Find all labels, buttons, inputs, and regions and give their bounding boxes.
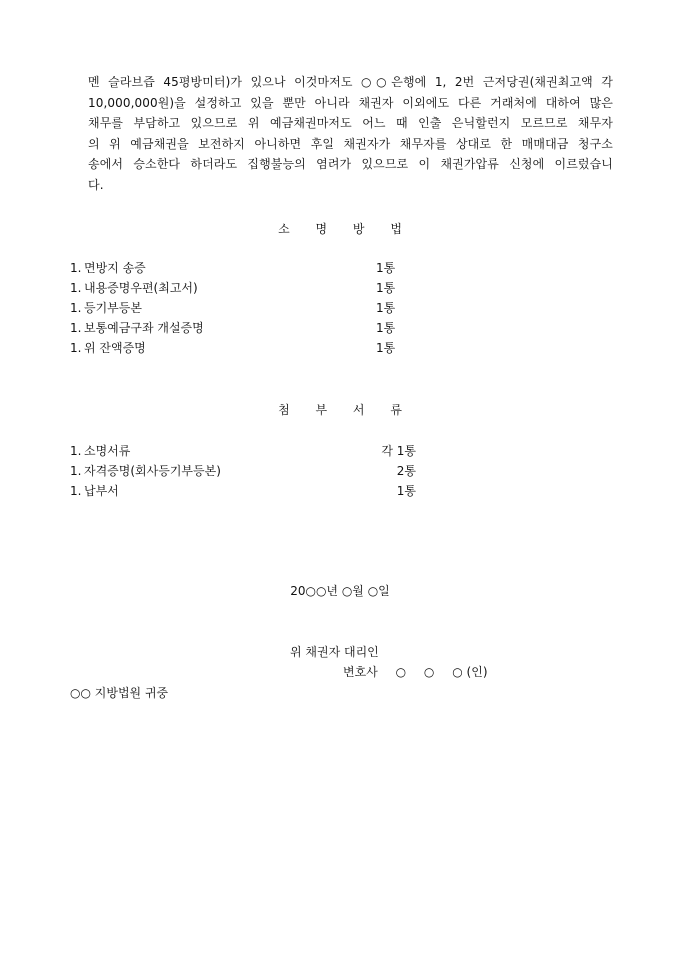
item-label: 납부서 (84, 484, 119, 498)
signer-role: 위 채권자 대리인 (290, 645, 379, 659)
item-quantity: 2통 (396, 464, 416, 478)
list-item (70, 338, 470, 358)
list-item (70, 298, 470, 318)
list-item (70, 258, 470, 278)
lawyer-signature-line (343, 663, 488, 680)
item-number: 1. (70, 301, 82, 315)
list-item (70, 278, 470, 298)
item-number: 1. (70, 341, 82, 355)
item-quantity: 1통 (376, 301, 396, 315)
title-char: 소 (278, 222, 290, 236)
paragraph-line: 10,000,000원)을 설정하고 있을 뿐만 아니라 채권자 이외에도 다른 거래처에 대하여 많은 (88, 95, 613, 110)
title-char: 류 (390, 403, 402, 417)
name-mark: ○ (395, 665, 407, 679)
item-number: 1. (70, 484, 82, 498)
item-label: 자격증명(회사등기부등본) (84, 464, 221, 478)
item-label: 면방지 송증 (84, 261, 146, 275)
list-item (70, 318, 470, 338)
seal-mark: (인) (466, 665, 488, 679)
court-addressee: ○○ 지방법원 귀중 (70, 686, 169, 700)
attachments-section-title (0, 401, 680, 418)
item-number: 1. (70, 321, 82, 335)
item-quantity: 1통 (376, 341, 396, 355)
body-paragraph (88, 72, 613, 195)
title-char: 첨 (278, 403, 290, 417)
item-label: 보통예금구좌 개설증명 (84, 321, 204, 335)
item-label: 내용증명우편(최고서) (84, 281, 198, 295)
paragraph-line: 다. (88, 177, 104, 192)
item-number: 1. (70, 281, 82, 295)
item-quantity: 1통 (376, 261, 396, 275)
list-item (70, 461, 470, 481)
item-number: 1. (70, 444, 82, 458)
evidence-section-title (0, 220, 680, 237)
item-number: 1. (70, 464, 82, 478)
item-quantity: 1통 (396, 484, 416, 498)
lawyer-title: 변호사 (343, 665, 378, 679)
document-date: 20○○년 ○월 ○일 (290, 584, 390, 598)
name-mark: ○ (452, 665, 463, 679)
list-item (70, 441, 470, 461)
item-quantity: 1통 (376, 321, 396, 335)
attachments-list (70, 441, 470, 501)
item-label: 위 잔액증명 (84, 341, 146, 355)
item-number: 1. (70, 261, 82, 275)
list-item (70, 481, 470, 501)
paragraph-line: 의 위 예금채권을 보전하지 아니하면 후일 채권자가 채무자를 상대로 한 매매대금 청구소 (88, 136, 613, 151)
paragraph-line: 멘 슬라브즙 45평방미터)가 있으나 이것마저도 ○○은행에 1, 2번 근저당권(채권최고액 각 (88, 75, 613, 89)
paragraph-line: 송에서 승소한다 하더라도 집행불능의 염려가 있으므로 이 채권가압류 신청에 이르렀습니 (88, 157, 613, 171)
evidence-list (70, 258, 470, 358)
name-mark: ○ (423, 665, 435, 679)
paragraph-line: 채무를 부담하고 있으므로 위 예금채권마저도 어느 때 인출 은닉할런지 모르므로 채무자 (88, 116, 613, 130)
item-label: 등기부등본 (84, 301, 142, 315)
item-quantity: 각 1통 (381, 444, 416, 458)
title-char: 방 (352, 222, 365, 236)
title-char: 법 (390, 222, 402, 236)
title-char: 명 (315, 222, 328, 236)
title-char: 서 (352, 403, 365, 417)
title-char: 부 (315, 403, 328, 417)
item-quantity: 1통 (376, 281, 396, 295)
item-label: 소명서류 (84, 444, 131, 458)
